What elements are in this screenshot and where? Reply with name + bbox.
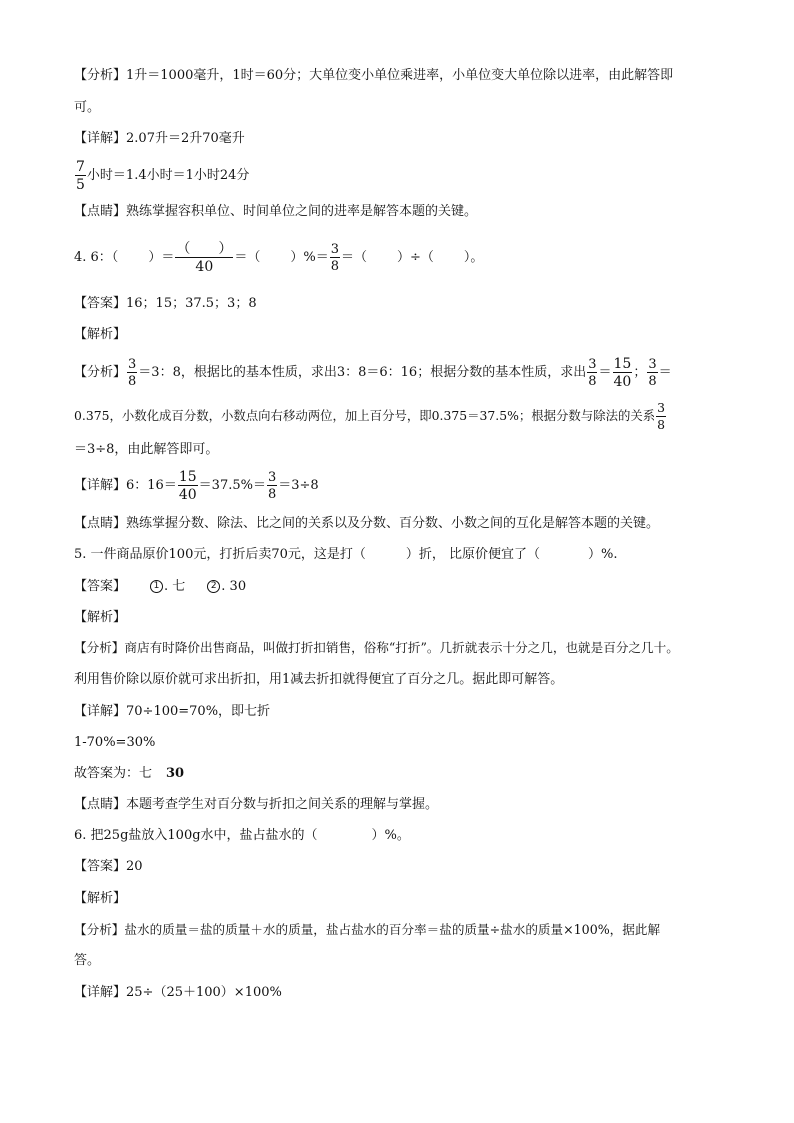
q5-question bbox=[74, 545, 618, 565]
q5-detail-line-1 bbox=[74, 702, 270, 722]
question-text: ＝（ bbox=[234, 250, 261, 265]
q6-detail-line-1 bbox=[74, 983, 282, 1003]
fraction-numerator: 3 bbox=[648, 356, 657, 372]
fraction-numerator: 3 bbox=[588, 356, 597, 372]
q4-detail-line bbox=[74, 466, 319, 506]
detail-text: 1-70%=30% bbox=[74, 735, 156, 750]
q4-question bbox=[74, 238, 483, 278]
q3-detail-line-1 bbox=[74, 129, 245, 149]
question-text: ）＝ bbox=[148, 250, 175, 265]
analysis-text: 0.375，小数化成百分数，小数点向右移动两位，加上百分号，即0.375＝37.5%；根据分数与除法的关系 bbox=[74, 408, 656, 423]
fraction-blank bbox=[175, 242, 233, 274]
point-tag: 【点睛】 bbox=[74, 797, 127, 812]
analysis-text: 利用售价除以原价就可求出折扣，用1减去折扣就得便宜了百分之几。据此即可解答。 bbox=[74, 672, 564, 687]
fraction-numerator: 3 bbox=[267, 469, 277, 485]
detail-text: ＝3÷8 bbox=[278, 478, 319, 493]
fraction-denominator: 8 bbox=[657, 416, 666, 432]
point-text: 本题考查学生对百分数与折扣之间关系的理解与掌握。 bbox=[126, 797, 439, 812]
circled-number: 2 bbox=[207, 580, 220, 593]
q4-jiexi-line bbox=[74, 325, 126, 345]
q5-detail-line-2 bbox=[74, 733, 155, 753]
question-text: ）。 bbox=[463, 250, 484, 265]
q6-jiexi-line bbox=[74, 889, 126, 909]
jiexi-tag: 【解析】 bbox=[74, 327, 127, 342]
question-text: 6. 把25g盐放入100g水中，盐占盐水的（ bbox=[74, 828, 318, 843]
q4-analysis-line-2 bbox=[74, 398, 667, 434]
q6-analysis-line-1 bbox=[74, 920, 660, 940]
detail-text: 25÷（25＋100）×100% bbox=[126, 985, 282, 1000]
question-text: ）%。 bbox=[371, 828, 410, 843]
jiexi-tag: 【解析】 bbox=[74, 891, 127, 906]
detail-tag: 【详解】 bbox=[74, 131, 127, 146]
question-text: 4. 6：（ bbox=[74, 250, 119, 265]
fraction bbox=[267, 471, 277, 501]
detail-text: 30 bbox=[166, 766, 185, 781]
question-text: ）折， 比原价便宜了（ bbox=[405, 547, 541, 562]
detail-text: 小时＝1.4小时＝1小时24分 bbox=[86, 168, 250, 183]
fraction-denominator: 8 bbox=[588, 373, 597, 389]
fraction-denominator: 40 bbox=[195, 258, 214, 275]
detail-text: ＝37.5%＝ bbox=[198, 478, 266, 493]
question-text: ）%. bbox=[588, 547, 618, 562]
detail-tag: 【详解】 bbox=[74, 478, 127, 493]
q3-analysis-line-1 bbox=[74, 66, 673, 86]
fraction bbox=[656, 402, 666, 431]
fraction-numerator: 7 bbox=[76, 158, 85, 175]
detail-tag: 【详解】 bbox=[74, 704, 127, 719]
point-text: 熟练掌握分数、除法、比之间的关系以及分数、百分数、小数之间的互化是解答本题的关键。 bbox=[126, 516, 660, 531]
analysis-text: ＝3：8，根据比的基本性质，求出3：8＝6：16；根据分数的基本性质，求出 bbox=[138, 365, 587, 380]
fraction-denominator: 8 bbox=[267, 486, 277, 502]
analysis-text: ； bbox=[633, 365, 647, 380]
analysis-tag: 【分析】 bbox=[74, 68, 127, 83]
q4-answer-line bbox=[74, 294, 257, 314]
q3-point-line bbox=[74, 202, 477, 222]
fraction bbox=[75, 160, 86, 192]
detail-text: 2.07升＝2升70毫升 bbox=[126, 131, 245, 146]
analysis-text: ＝ bbox=[598, 365, 612, 380]
fraction-numerator: 15 bbox=[613, 355, 632, 372]
fraction-numerator: （ ） bbox=[176, 240, 233, 257]
circled-number: 1 bbox=[150, 580, 163, 593]
analysis-tag: 【分析】 bbox=[74, 922, 125, 937]
fraction-numerator: 3 bbox=[657, 400, 666, 416]
analysis-text: ＝ bbox=[658, 365, 672, 380]
answer-tag: 【答案】 bbox=[74, 296, 127, 311]
fraction-denominator: 40 bbox=[178, 486, 197, 503]
point-tag: 【点睛】 bbox=[74, 516, 127, 531]
point-text: 熟练掌握容积单位、时间单位之间的进率是解答本题的关键。 bbox=[126, 204, 478, 219]
fraction-denominator: 8 bbox=[648, 373, 657, 389]
q3-analysis-line-2 bbox=[74, 98, 100, 118]
fraction-denominator: 8 bbox=[330, 258, 339, 274]
jiexi-tag: 【解析】 bbox=[74, 610, 127, 625]
detail-text: 故答案为：七 bbox=[74, 766, 153, 781]
q4-analysis-line-1 bbox=[74, 354, 672, 392]
answer-text: . 30 bbox=[221, 579, 247, 594]
question-text: ）%＝ bbox=[290, 250, 329, 265]
analysis-tag: 【分析】 bbox=[74, 365, 127, 380]
point-tag: 【点睛】 bbox=[74, 204, 127, 219]
fraction-denominator: 5 bbox=[76, 176, 85, 193]
q6-answer-line bbox=[74, 857, 143, 877]
answer-text: 16；15；37.5；3；8 bbox=[126, 296, 257, 311]
q6-question bbox=[74, 826, 410, 846]
q5-point-line bbox=[74, 795, 438, 815]
q6-analysis-line-2 bbox=[74, 951, 100, 971]
answer-text: 20 bbox=[126, 859, 143, 874]
analysis-text: 商店有时降价出售商品，叫做打折扣销售，俗称“打折”。几折就表示十分之几，也就是百分之几十。 bbox=[124, 640, 679, 655]
fraction bbox=[178, 470, 198, 502]
analysis-text: 1升＝1000毫升，1时＝60分；大单位变小单位乘进率，小单位变大单位除以进率，由此解答即 bbox=[126, 68, 674, 83]
fraction bbox=[613, 357, 633, 389]
q5-analysis-line-2 bbox=[74, 670, 563, 690]
q5-jiexi-line bbox=[74, 608, 126, 628]
fraction-numerator: 3 bbox=[330, 241, 339, 257]
q3-detail-line-2 bbox=[74, 158, 249, 194]
analysis-text: 盐水的质量＝盐的质量＋水的质量，盐占盐水的百分率＝盐的质量÷盐水的质量×100%，据此解 bbox=[124, 922, 661, 937]
question-text: ＝（ bbox=[340, 250, 367, 265]
q4-point-line bbox=[74, 514, 659, 534]
question-text: 5. 一件商品原价100元，打折后卖70元，这是打（ bbox=[74, 547, 366, 562]
analysis-tag: 【分析】 bbox=[74, 640, 125, 655]
fraction bbox=[647, 358, 657, 388]
fraction-denominator: 40 bbox=[613, 373, 632, 390]
fraction-numerator: 15 bbox=[178, 468, 197, 485]
q5-detail-line-3 bbox=[74, 764, 184, 784]
detail-text: 70÷100=70%，即七折 bbox=[126, 704, 271, 719]
q5-analysis-line-1 bbox=[74, 638, 679, 658]
fraction bbox=[127, 358, 137, 388]
fraction-numerator: 3 bbox=[128, 356, 137, 372]
q5-answer-line bbox=[74, 577, 246, 597]
detail-tag: 【详解】 bbox=[74, 985, 127, 1000]
analysis-text: 可。 bbox=[74, 100, 101, 115]
analysis-text: ＝3÷8，由此解答即可。 bbox=[74, 442, 219, 457]
answer-tag: 【答案】 bbox=[74, 859, 127, 874]
detail-text: 6：16＝ bbox=[126, 478, 177, 493]
answer-text: . 七 bbox=[164, 579, 186, 594]
q4-analysis-line-3 bbox=[74, 440, 218, 460]
fraction-denominator: 8 bbox=[128, 373, 137, 389]
analysis-text: 答。 bbox=[74, 953, 101, 968]
question-text: ）÷（ bbox=[397, 250, 434, 265]
fraction bbox=[330, 243, 340, 273]
answer-tag: 【答案】 bbox=[74, 579, 127, 594]
fraction bbox=[587, 358, 597, 388]
